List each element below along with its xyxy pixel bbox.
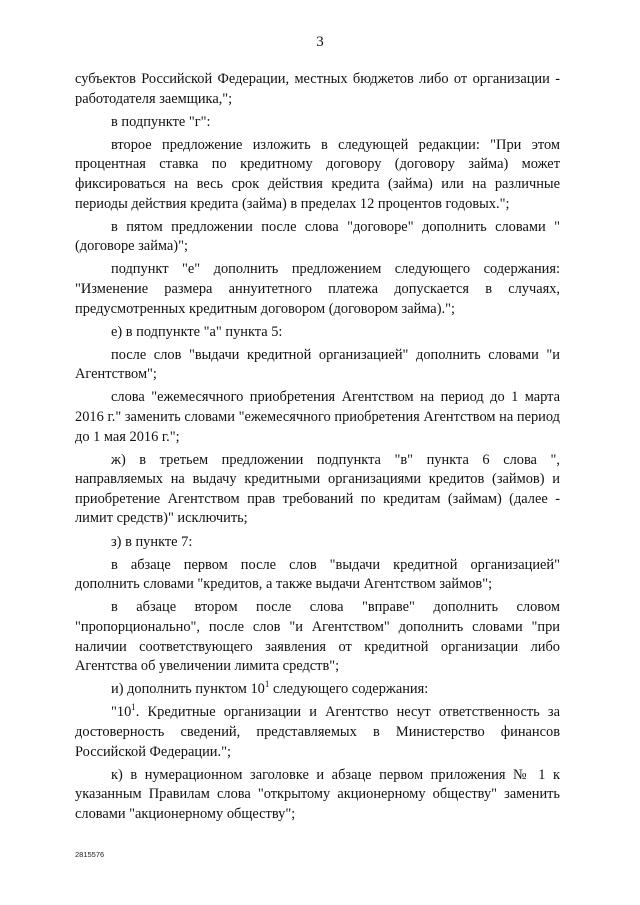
paragraph-after-words: после слов "выдачи кредитной организацией" дополнить словами "и Агентством"; [75,346,560,383]
paragraph-item-z: з) в пункте 7: [111,533,193,550]
item-i-superscript: 1 [264,679,270,690]
document-code: 2815576 [75,850,105,859]
paragraph-item-k: к) в нумерационном заголовке и абзаце первом приложения № 1 к указанным Правилам слова "открытому акционерному обществу" заменить словами "акционерному обществу"; [75,766,560,822]
paragraph-subitem-g: в подпункте "г": [111,113,211,130]
item-i-after: следующего содержания: [269,681,429,698]
paragraph-item-zh: ж) в третьем предложении подпункта "в" пункта 6 слова ", направляемых на выдачу кредитными организациями кредитов (займов) и приобретение Агентством прав требований по кредитам (займам) (далее - лимит средств)" исключить; [75,451,560,527]
paragraph-second-abzac: в абзаце втором после слова "вправе" дополнить словом "пропорционально", после слов "и Агентством" дополнить словами "при наличии соответствующего заявления от кредитной организации либо Агентства об увеличении лимита средств"; [75,599,560,675]
document-body [75,70,560,828]
item-i-before: и) дополнить пунктом 10 [111,681,265,698]
paragraph-item-e: е) в подпункте "а" пункта 5: [111,323,283,340]
paragraph-item-i [75,680,560,700]
item-10-1-after: . Кредитные организации и Агентство несут ответственность за достоверность сведений, представляемых в Министерство финансов Российской Федерации."; [75,704,560,760]
paragraph-monthly-acquisition: слова "ежемесячного приобретения Агентством на период до 1 марта 2016 г." заменить словами "ежемесячного приобретения Агентством на период до 1 мая 2016 г."; [75,389,560,445]
paragraph-first-abzac: в абзаце первом после слов "выдачи кредитной организацией" дополнить словами "кредитов, а также выдачи Агентством займов"; [75,556,560,593]
page-number: 3 [316,34,324,50]
paragraph-subitem-e: подпункт "е" дополнить предложением следующего содержания: "Изменение размера аннуитетного платежа допускается в случаях, предусмотренных кредитным договором (договором займа)."; [75,261,560,317]
item-10-1-superscript: 1 [131,702,136,713]
paragraph-fifth-sentence: в пятом предложении после слова "договоре" дополнить словами "(договоре займа)"; [75,218,560,255]
paragraph-second-sentence: второе предложение изложить в следующей редакции: "При этом процентная ставка по кредитному договору (договору займа) может фиксироваться на весь срок действия кредита (займа) или на различные периоды действия кредита (займа) в пределах 12 процентов годовых."; [75,136,560,212]
paragraph-continuation: субъектов Российской Федерации, местных бюджетов либо от организации - работодателя заемщика,"; [75,71,560,107]
item-10-1-before: "10 [111,704,132,721]
paragraph-item-10-1 [75,703,560,762]
